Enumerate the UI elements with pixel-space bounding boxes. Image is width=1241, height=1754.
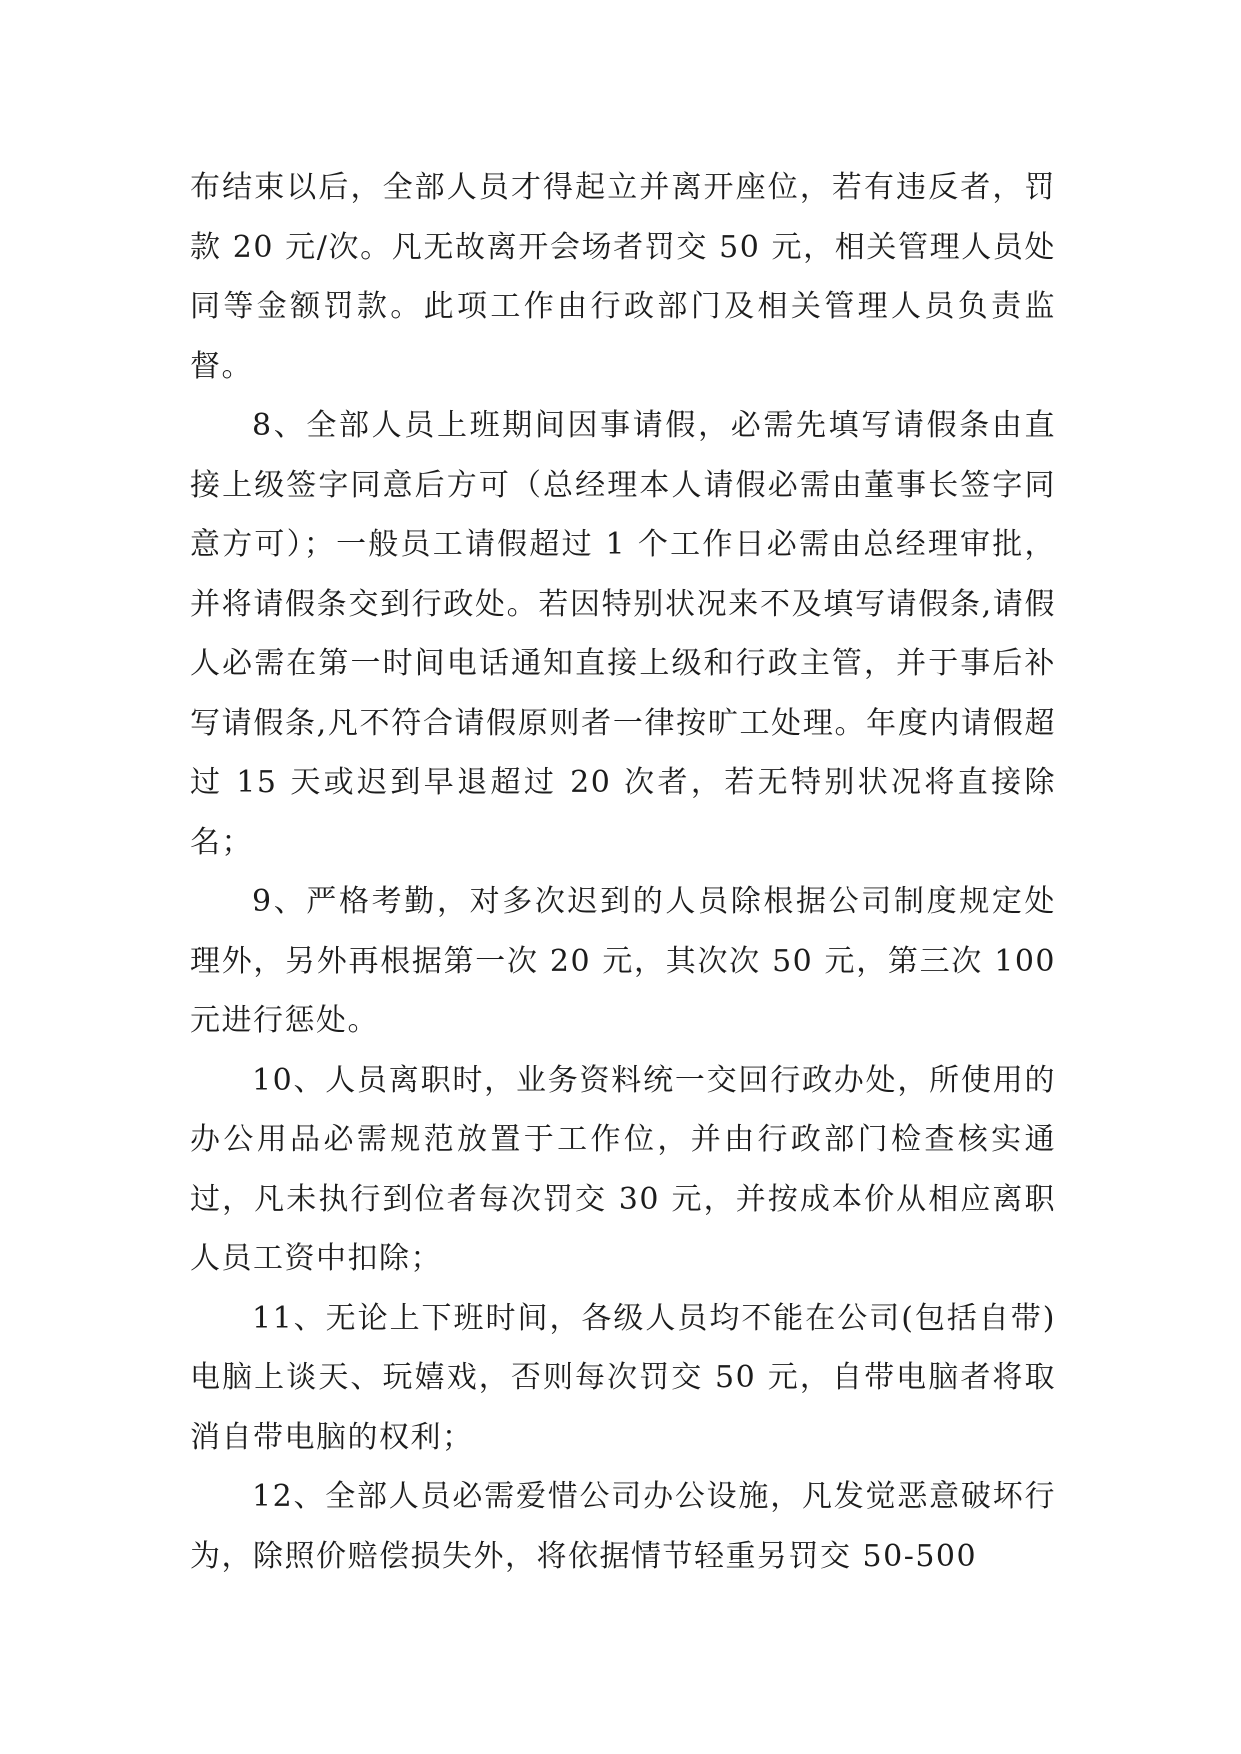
paragraph-item-11: 11、无论上下班时间，各级人员均不能在公司(包括自带)电脑上谈天、玩嬉戏，否则每次罚交 50 元，自带电脑者将取消自带电脑的权利； [190, 1300, 1056, 1455]
paragraph-item-10: 10、人员离职时，业务资料统一交回行政办处，所使用的办公用品必需规范放置于工作位，并由行政部门检查核实通过，凡未执行到位者每次罚交 30 元，并按成本价从相应离职人员工资中扣除； [190, 1062, 1056, 1276]
paragraph-item-8: 8、全部人员上班期间因事请假，必需先填写请假条由直接上级签字同意后方可（总经理本人请假必需由董事长签字同意方可）；一般员工请假超过 1 个工作日必需由总经理审批，并将请假条交到行政处。若因特别状况来不及填写请假条,请假人必需在第一时间电话通知直接上级和行政主管，并于事后补写请假条,凡不符合请假原则者一律按旷工处理。年度内请假超过 15 天或迟到早退超过 20 次者，若无特别状况将直接除名； [190, 408, 1056, 860]
paragraph-continuation: 布结束以后，全部人员才得起立并离开座位，若有违反者，罚款 20 元/次。凡无故离开会场者罚交 50 元，相关管理人员处同等金额罚款。此项工作由行政部门及相关管理人员负责监督。 [190, 170, 1056, 384]
paragraph-item-9: 9、严格考勤，对多次迟到的人员除根据公司制度规定处理外，另外再根据第一次 20 元，其次次 50 元，第三次 100 元进行惩处。 [190, 884, 1056, 1038]
document-body [190, 158, 1056, 1586]
paragraph-item-12: 12、全部人员必需爱惜公司办公设施，凡发觉恶意破坏行为，除照价赔偿损失外，将依据情节轻重另罚交 50-500 [190, 1479, 1056, 1574]
